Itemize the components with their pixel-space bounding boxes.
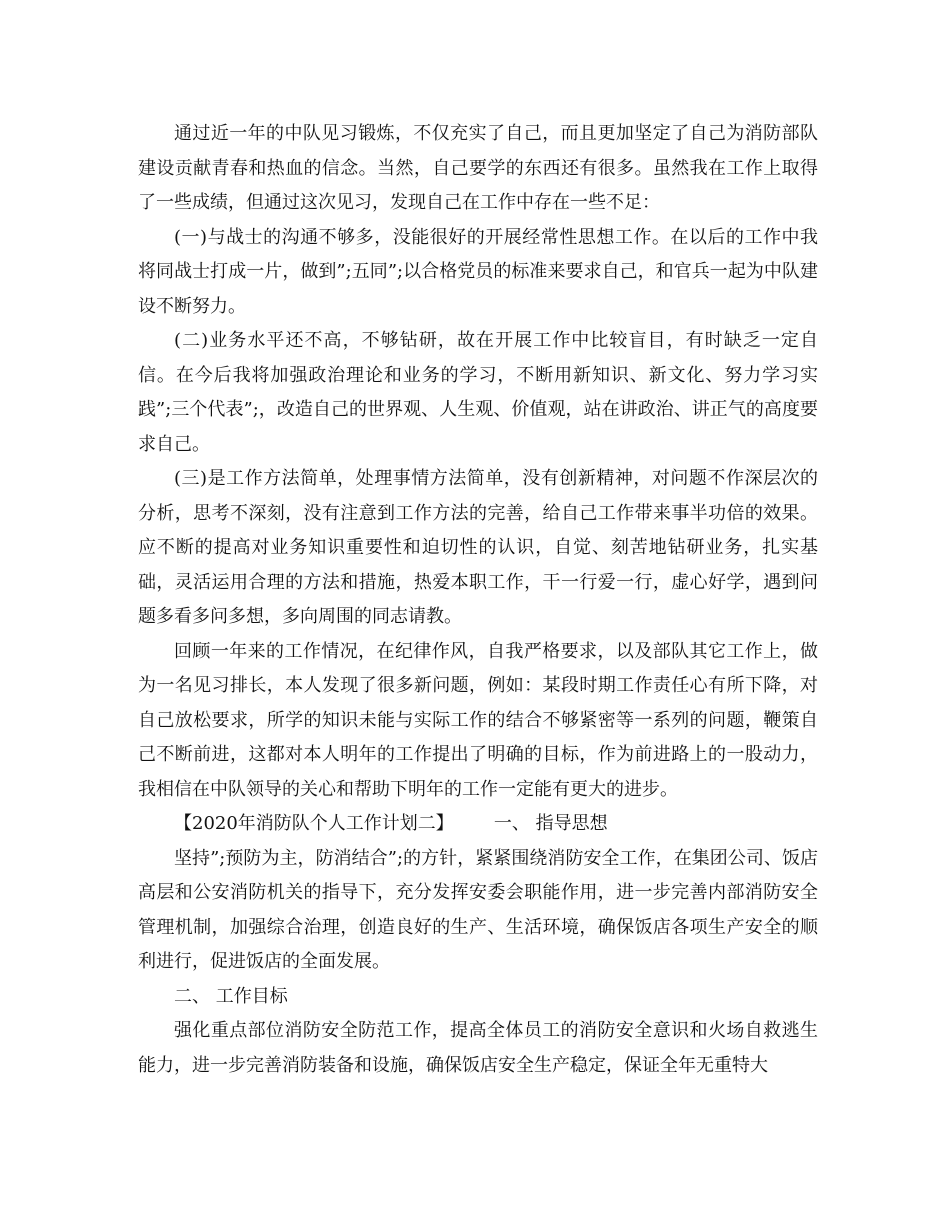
paragraph-review: 回顾一年来的工作情况，在纪律作风，自我严格要求，以及部队其它工作上，做为一名见习排长，本人发现了很多新问题，例如：某段时期工作责任心有所下降，对自己放松要求，所学的知识未能与实际工作的结合不够紧密等一系列的问题，鞭策自己不断前进，这都对本人明年的工作提出了明确的目标，作为前进路上的一股动力，我相信在中队领导的关心和帮助下明年的工作一定能有更大的进步。 bbox=[138, 640, 818, 800]
paragraph-shortcoming-1: (一)与战士的沟通不够多，没能很好的开展经常性思想工作。在以后的工作中我将同战士打成一片，做到”;五同”;以合格党员的标准来要求自己，和官兵一起为中队建设不断努力。 bbox=[138, 226, 818, 317]
plan-heading: 【2020年消防队个人工作计划二】 一、 指导思想 bbox=[174, 813, 608, 834]
goal-heading: 二、 工作目标 bbox=[174, 985, 288, 1007]
paragraph-shortcoming-2: (二)业务水平还不高，不够钻研，故在开展工作中比较盲目，有时缺乏一定自信。在今后我将加强政治理论和业务的学习，不断用新知识、新文化、努力学习实践”;三个代表”;，改造自己的世界观、人生观、价值观，站在讲政治、讲正气的高度要求自己。 bbox=[138, 330, 818, 455]
paragraph-guiding-thought: 坚持”;预防为主，防消结合”;的方针，紧紧围绕消防安全工作，在集团公司、饭店高层和公安消防机关的指导下，充分发挥安委会职能作用，进一步完善内部消防安全管理机制，加强综合治理，创造良好的生产、生活环境，确保饭店各项生产安全的顺利进行，促进饭店的全面发展。 bbox=[138, 847, 818, 972]
paragraph-intro: 通过近一年的中队见习锻炼，不仅充实了自己，而且更加坚定了自己为消防部队建设贡献青春和热血的信念。当然，自己要学的东西还有很多。虽然我在工作上取得了一些成绩，但通过这次见习，发现自己在工作中存在一些不足： bbox=[138, 123, 818, 213]
paragraph-work-goal: 强化重点部位消防安全防范工作，提高全体员工的消防安全意识和火场自救逃生能力，进一步完善消防装备和设施，确保饭店安全生产稳定，保证全年无重特大 bbox=[138, 1020, 818, 1076]
paragraph-shortcoming-3: (三)是工作方法简单，处理事情方法简单，没有创新精神，对问题不作深层次的分析，思考不深刻，没有注意到工作方法的完善，给自己工作带来事半功倍的效果。应不断的提高对业务知识重要性和迫切性的认识，自觉、刻苦地钻研业务，扎实基础，灵活运用合理的方法和措施，热爱本职工作，干一行爱一行，虚心好学，遇到问题多看多问多想，多向周围的同志请教。 bbox=[138, 468, 818, 627]
document-body bbox=[138, 117, 818, 1083]
